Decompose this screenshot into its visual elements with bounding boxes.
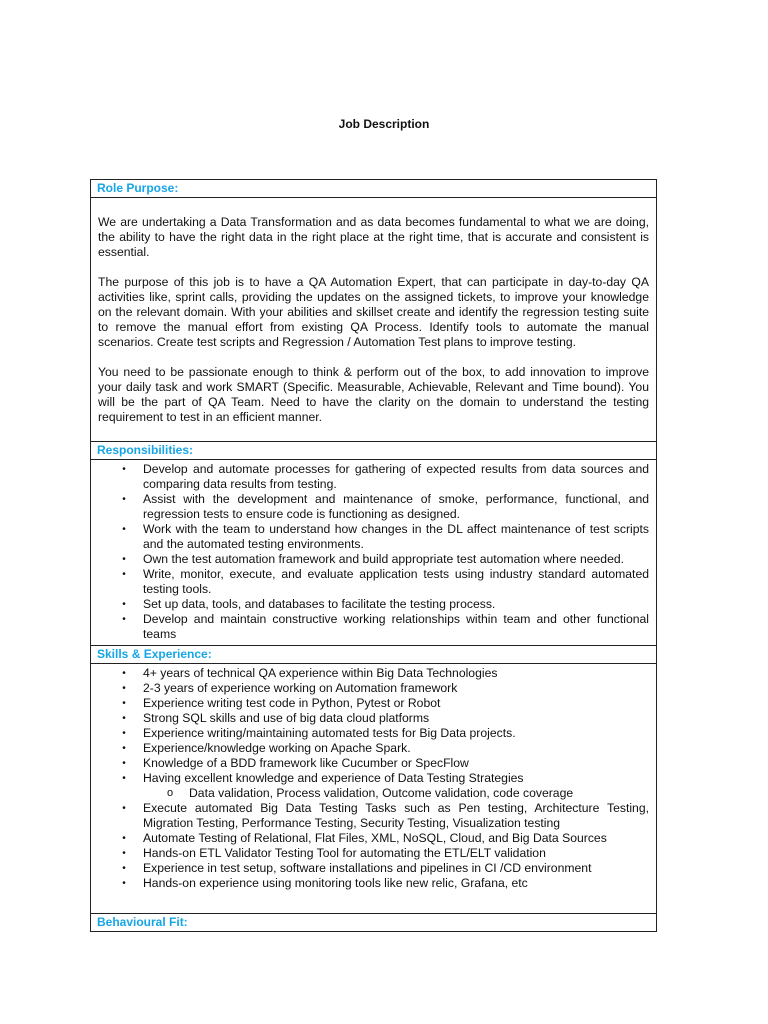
bullet-icon: • <box>122 803 126 814</box>
bullet-icon: • <box>122 848 126 859</box>
behavioural-fit-heading: Behavioural Fit: <box>97 915 188 929</box>
bullet-icon: • <box>122 524 126 535</box>
list-item-text: Execute automated Big Data Testing Tasks such as Pen testing, Architecture Testing, Migration Testing, Performance Testing, Security Testing, Visualization testing <box>143 801 649 830</box>
role-purpose-paragraph: You need to be passionate enough to think & perform out of the box, to add innovation to improve your daily task and work SMART (Specific. Measurable, Achievable, Relevant and Time bound). You will be the part of QA Team. Need to have the clarity on the domain to understand the testing requirement to test in an efficient manner. <box>98 365 649 424</box>
skills-body <box>91 664 656 914</box>
bullet-icon: • <box>122 599 126 610</box>
list-item <box>122 831 649 846</box>
list-item <box>122 666 649 681</box>
list-item-text: Hands-on ETL Validator Testing Tool for automating the ETL/ELT validation <box>143 846 546 860</box>
bullet-icon: • <box>122 494 126 505</box>
list-item <box>122 861 649 876</box>
list-item <box>122 567 649 597</box>
list-item <box>122 726 649 741</box>
bullet-icon: • <box>122 614 126 625</box>
bullet-icon: • <box>122 668 126 679</box>
list-item-text: Experience/knowledge working on Apache Spark. <box>143 741 411 755</box>
list-item <box>122 597 649 612</box>
list-item <box>122 756 649 771</box>
list-item <box>122 846 649 861</box>
role-purpose-paragraph: The purpose of this job is to have a QA Automation Expert, that can participate in day-to-day QA activities like, sprint calls, providing the updates on the assigned tickets, to improve your knowledge on the relevant domain. With your abilities and skillset create and identify the regression testing suite to remove the manual effort from existing QA Process. Identify tools to automate the manual scenarios. Create test scripts and Regression / Automation Test plans to improve testing. <box>98 275 649 349</box>
sub-list-item <box>143 786 649 801</box>
list-item <box>122 771 649 786</box>
bullet-icon: • <box>122 758 126 769</box>
bullet-icon: • <box>122 698 126 709</box>
bullet-icon: • <box>122 569 126 580</box>
list-item-text: Experience writing/maintaining automated tests for Big Data projects. <box>143 726 516 740</box>
document-title: Job Description <box>338 117 430 131</box>
list-item <box>122 492 649 522</box>
list-item-text: Develop and maintain constructive working relationships within team and other functional teams <box>143 612 649 641</box>
responsibilities-list <box>91 460 656 645</box>
role-purpose-heading: Role Purpose: <box>91 180 656 198</box>
list-item-text: Write, monitor, execute, and evaluate application tests using industry standard automated testing tools. <box>143 567 649 596</box>
skills-list <box>91 664 656 894</box>
role-purpose-paragraph: We are undertaking a Data Transformation and as data becomes fundamental to what we are doing, the ability to have the right data in the right place at the right time, that is accurate and consistent is essential. <box>98 215 649 259</box>
bullet-icon: • <box>122 773 126 784</box>
list-item <box>122 681 649 696</box>
role-purpose-body <box>91 198 656 442</box>
bullet-icon: • <box>122 743 126 754</box>
list-item-text: Assist with the development and maintenance of smoke, performance, functional, and regression tests to ensure code is functioning as designed. <box>143 492 649 521</box>
list-item-text: Hands-on experience using monitoring tools like new relic, Grafana, etc <box>143 876 528 890</box>
list-item-text: Strong SQL skills and use of big data cloud platforms <box>143 711 430 725</box>
list-item-text: Work with the team to understand how changes in the DL affect maintenance of test scripts and the automated testing environments. <box>143 522 649 551</box>
bullet-icon: • <box>122 833 126 844</box>
list-item <box>122 711 649 726</box>
bullet-icon: • <box>122 863 126 874</box>
bullet-icon: • <box>122 728 126 739</box>
list-item-text: Automate Testing of Relational, Flat Files, XML, NoSQL, Cloud, and Big Data Sources <box>143 831 607 845</box>
list-item <box>122 876 649 891</box>
list-item-text: 2-3 years of experience working on Automation framework <box>143 681 458 695</box>
list-item <box>122 696 649 711</box>
list-item <box>122 462 649 492</box>
bullet-icon: • <box>122 683 126 694</box>
responsibilities-heading: Responsibilities: <box>91 442 656 460</box>
bullet-icon: • <box>122 878 126 889</box>
list-item-text: 4+ years of technical QA experience within Big Data Technologies <box>143 666 498 680</box>
list-item <box>122 741 649 756</box>
bullet-icon: • <box>122 554 126 565</box>
list-item-text: Having excellent knowledge and experience of Data Testing Strategies <box>143 771 524 785</box>
sub-bullet-icon: o <box>166 787 174 799</box>
responsibilities-body <box>91 460 656 646</box>
list-item-text: Knowledge of a BDD framework like Cucumber or SpecFlow <box>143 756 469 770</box>
list-item-text: Develop and automate processes for gathering of expected results from data sources and comparing data results from testing. <box>143 462 649 491</box>
list-item-text: Data validation, Process validation, Outcome validation, code coverage <box>189 786 574 800</box>
job-description-table <box>90 179 657 932</box>
bullet-icon: • <box>122 713 126 724</box>
list-item-text: Experience in test setup, software installations and pipelines in CI /CD environment <box>143 861 592 875</box>
list-item-text: Set up data, tools, and databases to facilitate the testing process. <box>143 597 496 611</box>
bullet-icon: • <box>122 464 126 475</box>
list-item-text: Own the test automation framework and build appropriate test automation where needed. <box>143 552 625 566</box>
list-item-text: Experience writing test code in Python, Pytest or Robot <box>143 696 441 710</box>
list-item <box>122 801 649 831</box>
list-item <box>122 552 649 567</box>
list-item <box>122 522 649 552</box>
list-item <box>122 612 649 642</box>
skills-heading: Skills & Experience: <box>91 646 656 664</box>
